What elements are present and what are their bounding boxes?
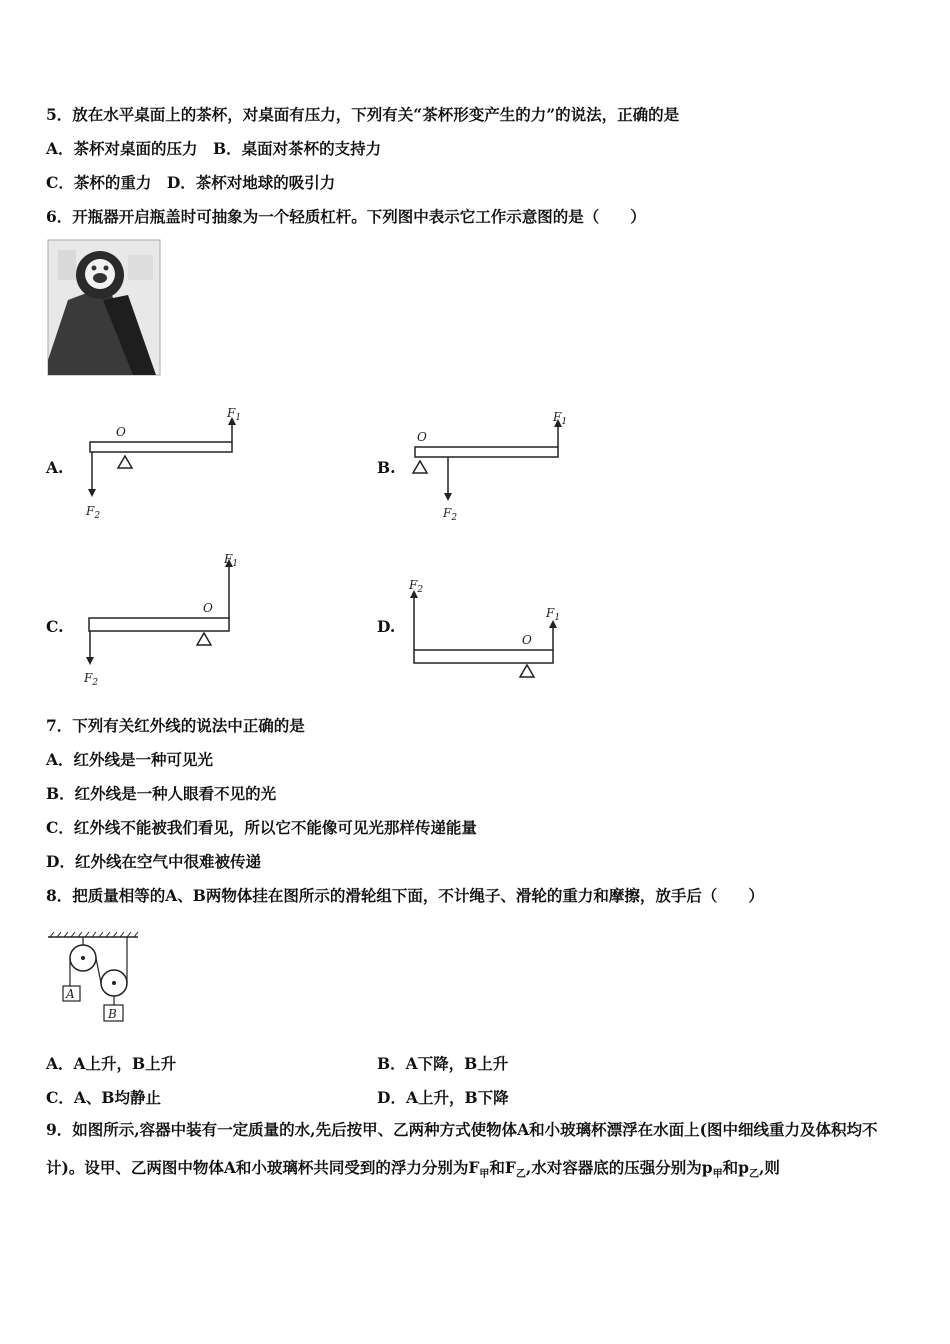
q8-stem: 8．把质量相等的A、B两物体挂在图所示的滑轮组下面，不计绳子、滑轮的重力和摩擦，放手后（ ）: [46, 886, 764, 905]
q6c-pivot-label: O: [203, 601, 213, 615]
q7-option-a: A．红外线是一种可见光: [46, 750, 214, 769]
svg-text:F2: $F_2$: [84, 671, 99, 688]
q6-diagram-b: [405, 405, 575, 525]
q6b-pivot-label: O: [417, 430, 427, 444]
q6-option-b-label: B.: [377, 458, 396, 477]
q8-option-c: C．A、B均静止: [46, 1088, 161, 1107]
q6-diagram-d: [405, 572, 575, 687]
block-b-label: B: [108, 1007, 117, 1021]
block-a-label: A: [66, 987, 75, 1001]
q6-option-d-label: D.: [377, 617, 396, 636]
svg-text:F2: $F_2$: [443, 506, 458, 523]
q8-option-a: A．A上升，B上升: [46, 1054, 177, 1073]
q6-diagram-a: [80, 405, 250, 525]
q5-options-row1: A．茶杯对桌面的压力 B．桌面对茶杯的支持力: [46, 139, 382, 158]
q9-sub-yi-2: 乙: [748, 1169, 759, 1181]
q9-sub-jia-1: 甲: [479, 1169, 490, 1181]
svg-text:F2: $F_2$: [86, 504, 101, 521]
svg-text:F2: $F_2$: [409, 578, 424, 595]
q6-stem: 6．开瓶器开启瓶盖时可抽象为一个轻质杠杆。下列图中表示它工作示意图的是（ ）: [46, 207, 646, 226]
q5-stem: 5．放在水平桌面上的茶杯，对桌面有压力，下列有关“茶杯形变产生的力”的说法，正确的是: [46, 105, 680, 124]
q9-sub-yi-1: 乙: [515, 1169, 526, 1181]
q9-sub-jia-2: 甲: [712, 1169, 723, 1181]
q9-stem-part1: 9．如图所示,容器中装有一定质量的水,先后按甲、乙两种方式使物体A和小玻璃杯漂浮在水面上(图中细线重力及体积均不计)。设甲、乙两图中物体A和小玻璃杯共同受到的浮力分别为F: [46, 1120, 878, 1177]
q8-option-d: D．A上升，B下降: [377, 1088, 509, 1107]
q7-option-b: B．红外线是一种人眼看不见的光: [46, 784, 277, 803]
q9-and2: 和p: [722, 1158, 749, 1177]
pulley-system-diagram: [46, 930, 146, 1030]
q7-option-c: C．红外线不能被我们看见，所以它不能像可见光那样传递能量: [46, 818, 477, 837]
q9-mid: ,水对容器底的压强分别为p: [525, 1158, 713, 1177]
q6d-pivot-label: O: [522, 633, 532, 647]
svg-text:F1: $F_1$: [553, 410, 568, 427]
q6-option-a-label: A.: [46, 458, 64, 477]
q9-stem: [46, 1111, 908, 1194]
q9-end: ,则: [758, 1158, 780, 1177]
q7-option-d: D．红外线在空气中很难被传递: [46, 852, 261, 871]
q7-stem: 7．下列有关红外线的说法中正确的是: [46, 716, 305, 735]
q5-options-row2: C．茶杯的重力 D．茶杯对地球的吸引力: [46, 173, 336, 192]
q6-diagram-c: [80, 545, 250, 690]
svg-text:F1: $F_1$: [227, 406, 242, 423]
q8-option-b: B．A下降，B上升: [377, 1054, 509, 1073]
svg-text:F1: $F_1$: [546, 606, 561, 623]
q9-and: 和F: [489, 1158, 516, 1177]
q6-option-c-label: C.: [46, 617, 64, 636]
svg-text:F1: $F_1$: [224, 552, 239, 569]
bottle-opener-photo: [48, 240, 160, 375]
q6a-pivot-label: O: [116, 425, 126, 439]
